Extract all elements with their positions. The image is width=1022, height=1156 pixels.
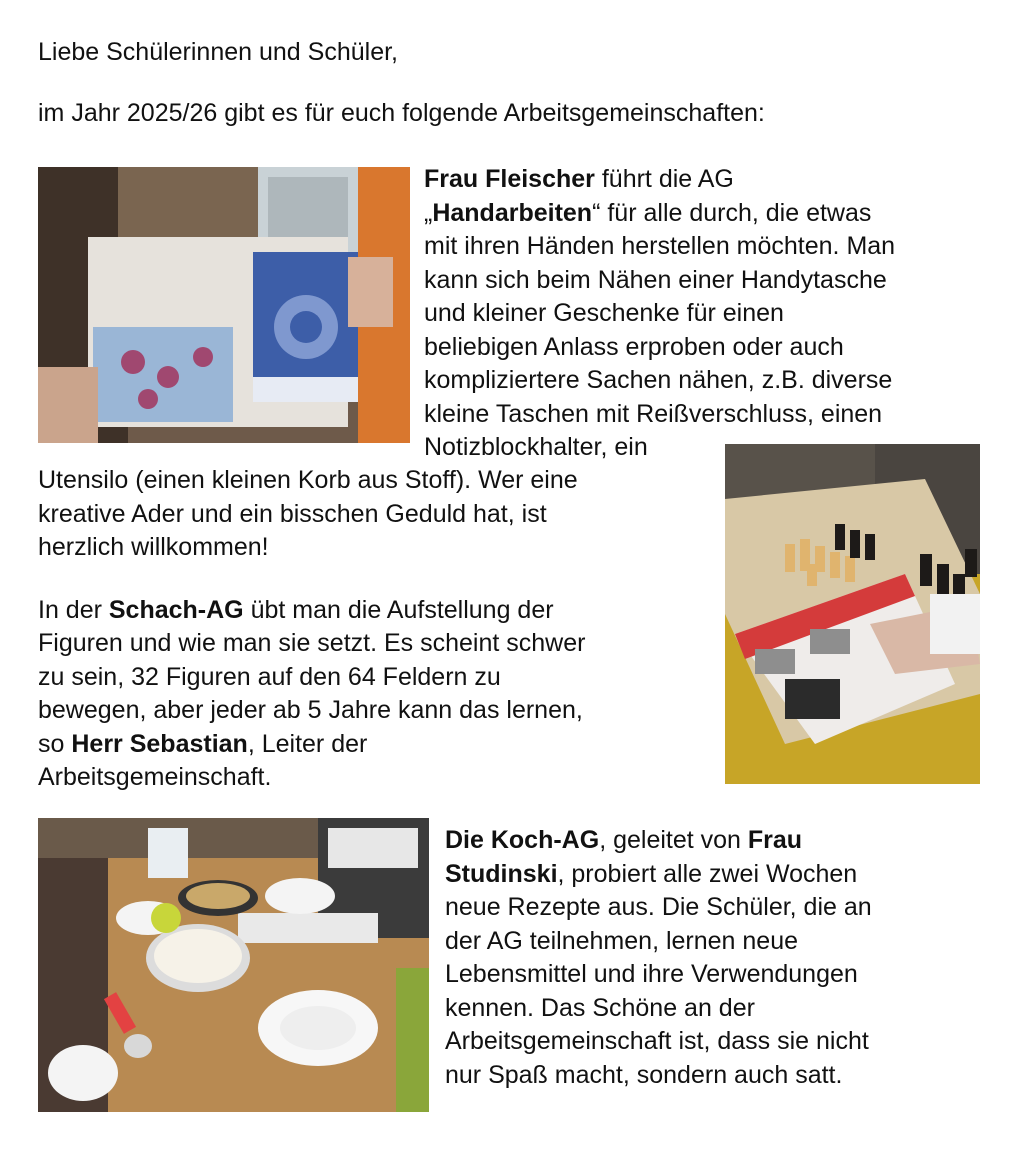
handarbeit-line-7: kompliziertere Sachen nähen, z.B. diverse — [424, 366, 893, 394]
ag-name-handarbeiten: Handarbeiten — [432, 199, 593, 227]
koch-line-1: Die Koch-AG, geleitet von Frau — [445, 826, 803, 854]
chess-photo — [725, 444, 980, 784]
koch-line-4: der AG teilnehmen, lernen neue — [445, 927, 799, 955]
handarbeit-line-6: beliebigen Anlass erproben oder auch — [424, 333, 844, 361]
schach-line-1: In der Schach-AG übt man die Aufstellung der — [38, 596, 554, 624]
koch-line-6: kennen. Das Schöne an der — [445, 994, 755, 1022]
schach-line-5: so Herr Sebastian, Leiter der — [38, 730, 368, 758]
handarbeit-line-8: kleine Taschen mit Reißverschluss, einen — [424, 400, 883, 428]
ag-name-koch: Die Koch-AG — [445, 826, 600, 854]
handarbeit-line-5: und kleiner Geschenke für einen — [424, 299, 784, 327]
schach-line-3: zu sein, 32 Figuren auf den 64 Feldern zu — [38, 663, 501, 691]
cooking-photo — [38, 818, 429, 1112]
teacher-name-sebastian: Herr Sebastian — [71, 730, 248, 758]
handarbeit-line-4: kann sich beim Nähen einer Handytasche — [424, 266, 887, 294]
koch-line-8: nur Spaß macht, sondern auch satt. — [445, 1061, 843, 1089]
koch-line-2: Studinski, probiert alle zwei Wochen — [445, 860, 858, 888]
teacher-title-frau: Frau — [747, 826, 803, 854]
handarbeit-line-10: Utensilo (einen kleinen Korb aus Stoff). Wer eine — [38, 466, 578, 494]
schach-line-2: Figuren und wie man sie setzt. Es scheint schwer — [38, 629, 586, 657]
intro: im Jahr 2025/26 gibt es für euch folgende Arbeitsgemeinschaften: — [38, 99, 765, 127]
koch-line-7: Arbeitsgemeinschaft ist, dass sie nicht — [445, 1027, 869, 1055]
teacher-name-fleischer: Frau Fleischer — [424, 165, 595, 193]
teacher-name-studinski: Studinski — [445, 860, 558, 888]
handarbeit-line-11: kreative Ader und ein bisschen Geduld hat, ist — [38, 500, 547, 528]
koch-line-5: Lebensmittel und ihre Verwendungen — [445, 960, 858, 988]
handarbeit-line-9: Notizblockhalter, ein — [424, 433, 648, 461]
greeting: Liebe Schülerinnen und Schüler, — [38, 38, 398, 66]
sewing-photo — [38, 167, 410, 443]
schach-line-6: Arbeitsgemeinschaft. — [38, 763, 272, 791]
handarbeit-line-12: herzlich willkommen! — [38, 533, 269, 561]
handarbeit-line-2: „Handarbeiten“ für alle durch, die etwas — [424, 199, 872, 227]
schach-line-4: bewegen, aber jeder ab 5 Jahre kann das lernen, — [38, 696, 583, 724]
handarbeit-line-3: mit ihren Händen herstellen möchten. Man — [424, 232, 896, 260]
ag-name-schach: Schach-AG — [108, 596, 244, 624]
koch-line-3: neue Rezepte aus. Die Schüler, die an — [445, 893, 872, 921]
handarbeit-line-1: Frau Fleischer führt die AG — [424, 165, 734, 193]
